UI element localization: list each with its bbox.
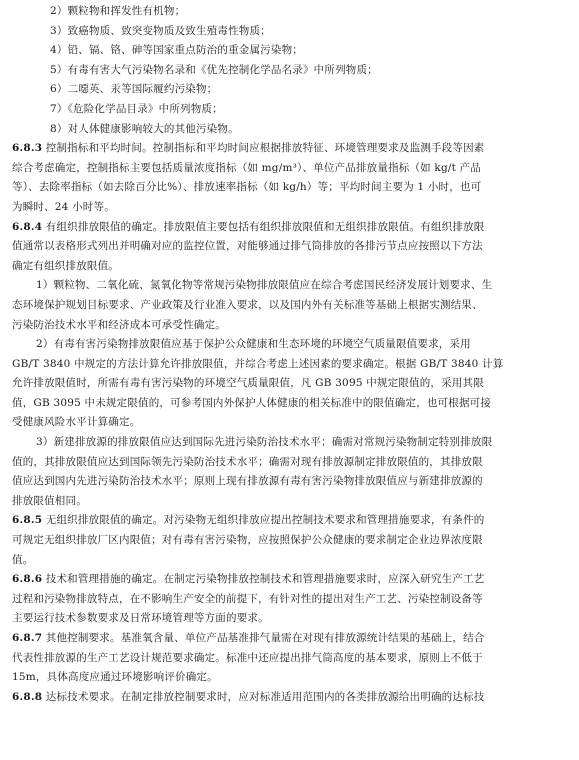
paragraph-line: 值应达到国内先进污染防治技术水平；原则上现有排放源有毒有害污染物排放限值应与新建排放源的 (12, 475, 483, 488)
paragraph-line: 排放限值相同。 (12, 494, 87, 507)
paragraph-line: 为瞬时、24 小时等。 (12, 200, 115, 213)
list-item: 8）对人体健康影响较大的其他污染物。 (50, 122, 239, 135)
paragraph-line: 等）、去除率指标（如去除百分比%）、排放速率指标（如 kg/h）等；平均时间主要为 1 小时，也可 (12, 181, 482, 194)
paragraph-line: 综合考虑确定，控制指标主要包括质量浓度指标（如 mg/m³）、单位产品排放量指标（如 kg/t 产品 (12, 161, 481, 174)
paragraph-line: 允许排放限值时，所需有毒有害污染物的环境空气质量限值，凡 GB 3095 中规定限值的，采用其限 (12, 377, 484, 390)
paragraph-line: 受健康风险水平计算确定。 (12, 416, 141, 429)
paragraph-line: 污染防治技术水平和经济成本可承受性确定。 (12, 318, 226, 331)
section-number: 6.8.8 (12, 690, 43, 703)
section-number: 6.8.4 (12, 220, 43, 233)
section-text: 控制指标和平均时间。控制指标和平均时间应根据排放特征、环境管理要求及监测手段等因素 (45, 142, 485, 155)
section-number: 6.8.6 (12, 573, 43, 586)
paragraph-line: 可规定无组织排放厂区内限值；对有毒有害污染物，应按照保护公众健康的要求制定企业边界浓度限 (12, 534, 483, 547)
paragraph-line: 值。 (12, 553, 34, 566)
paragraph-line: 确定有组织排放限值。 (12, 259, 119, 272)
list-item: 2）颗粒物和挥发性有机物； (50, 5, 186, 17)
paragraph-line: GB/T 3840 中规定的方法计算允许排放限值，并综合考虑上述因素的要求确定。根据 GB/T 3840 计算 (12, 357, 504, 370)
paragraph-line: 代表性排放源的生产工艺设计规范要求确定。标准中还应提出排气筒高度的基本要求，原则上不低于 (12, 651, 483, 664)
section-6-8-5 (12, 511, 569, 531)
section-text: 有组织排放限值的确定。排放限值主要包括有组织排放限值和无组织排放限值。有组织排放限 (45, 220, 485, 233)
list-item: 5）有毒有害大气污染物名录和《优先控制化学品名录》中所列物质； (50, 63, 378, 76)
paragraph-line: 值，GB 3095 中未规定限值的，可参考国内外保护人体健康的相关标准中的限值确定，也可根据可接 (12, 396, 492, 409)
list-item: 6）二噁英、汞等国际履约污染物； (50, 83, 218, 96)
section-text: 技术和管理措施的确定。在制定污染物排放控制技术和管理措施要求时，应深入研究生产工艺 (45, 573, 485, 586)
section-number: 6.8.7 (12, 632, 43, 644)
paragraph-line: 态环境保护规划目标要求、产业政策及行业准入要求，以及国内外有关标准等基础上根据实测结果、 (12, 298, 483, 311)
section-text: 其他控制要求。基准氧含量、单位产品基准排气量需在对现有排放源统计结果的基础上，结合 (45, 632, 485, 644)
section-6-8-8 (12, 688, 569, 708)
section-6-8-3 (12, 139, 569, 159)
list-item: 3）致癌物质、致突变物质及致生殖毒性物质； (50, 24, 271, 37)
paragraph-line: 15m，具体高度应通过环境影响评价确定。 (12, 671, 218, 684)
paragraph-line: 1）颗粒物、二氧化硫、氮氧化物等常规污染物排放限值应在综合考虑国民经济发展计划要求、生 (36, 279, 493, 292)
paragraph-line: 过程和污染物排放特点，在不影响生产安全的前提下，有针对性的提出对生产工艺、污染控制设备等 (12, 592, 483, 605)
paragraph-line: 2）有毒有害污染物排放限值应基于保护公众健康和生态环境的环境空气质量限值要求，采用 (36, 338, 471, 351)
section-6-8-6 (12, 570, 569, 590)
paragraph-line: 值的，其排放限值应达到国际领先污染防治技术水平；确需对现有排放源制定排放限值的，其排放限 (12, 455, 483, 468)
list-item: 7）《危险化学品目录》中所列物质； (50, 102, 223, 115)
section-text: 达标技术要求。在制定排放控制要求时，应对标准适用范围内的各类排放源给出明确的达标技 (45, 690, 485, 703)
paragraph-line: 主要运行技术参数要求及日常环境管理等方面的要求。 (12, 612, 269, 625)
list-item: 4）铅、镉、铬、砷等国家重点防治的重金属污染物； (50, 44, 303, 57)
section-number: 6.8.5 (12, 514, 43, 527)
section-6-8-7 (12, 629, 569, 649)
section-text: 无组织排放限值的确定。对污染物无组织排放应提出控制技术要求和管理措施要求，有条件的 (45, 514, 485, 527)
paragraph-line: 3）新建排放源的排放限值应达到国际先进污染防治技术水平；确需对常规污染物制定特别排放限 (36, 436, 493, 449)
section-number: 6.8.3 (12, 142, 43, 155)
section-6-8-4 (12, 218, 569, 238)
paragraph-line: 值通常以表格形式列出并明确对应的监控位置，对能够通过排气筒排放的各排污节点应按照以下方法 (12, 240, 483, 253)
